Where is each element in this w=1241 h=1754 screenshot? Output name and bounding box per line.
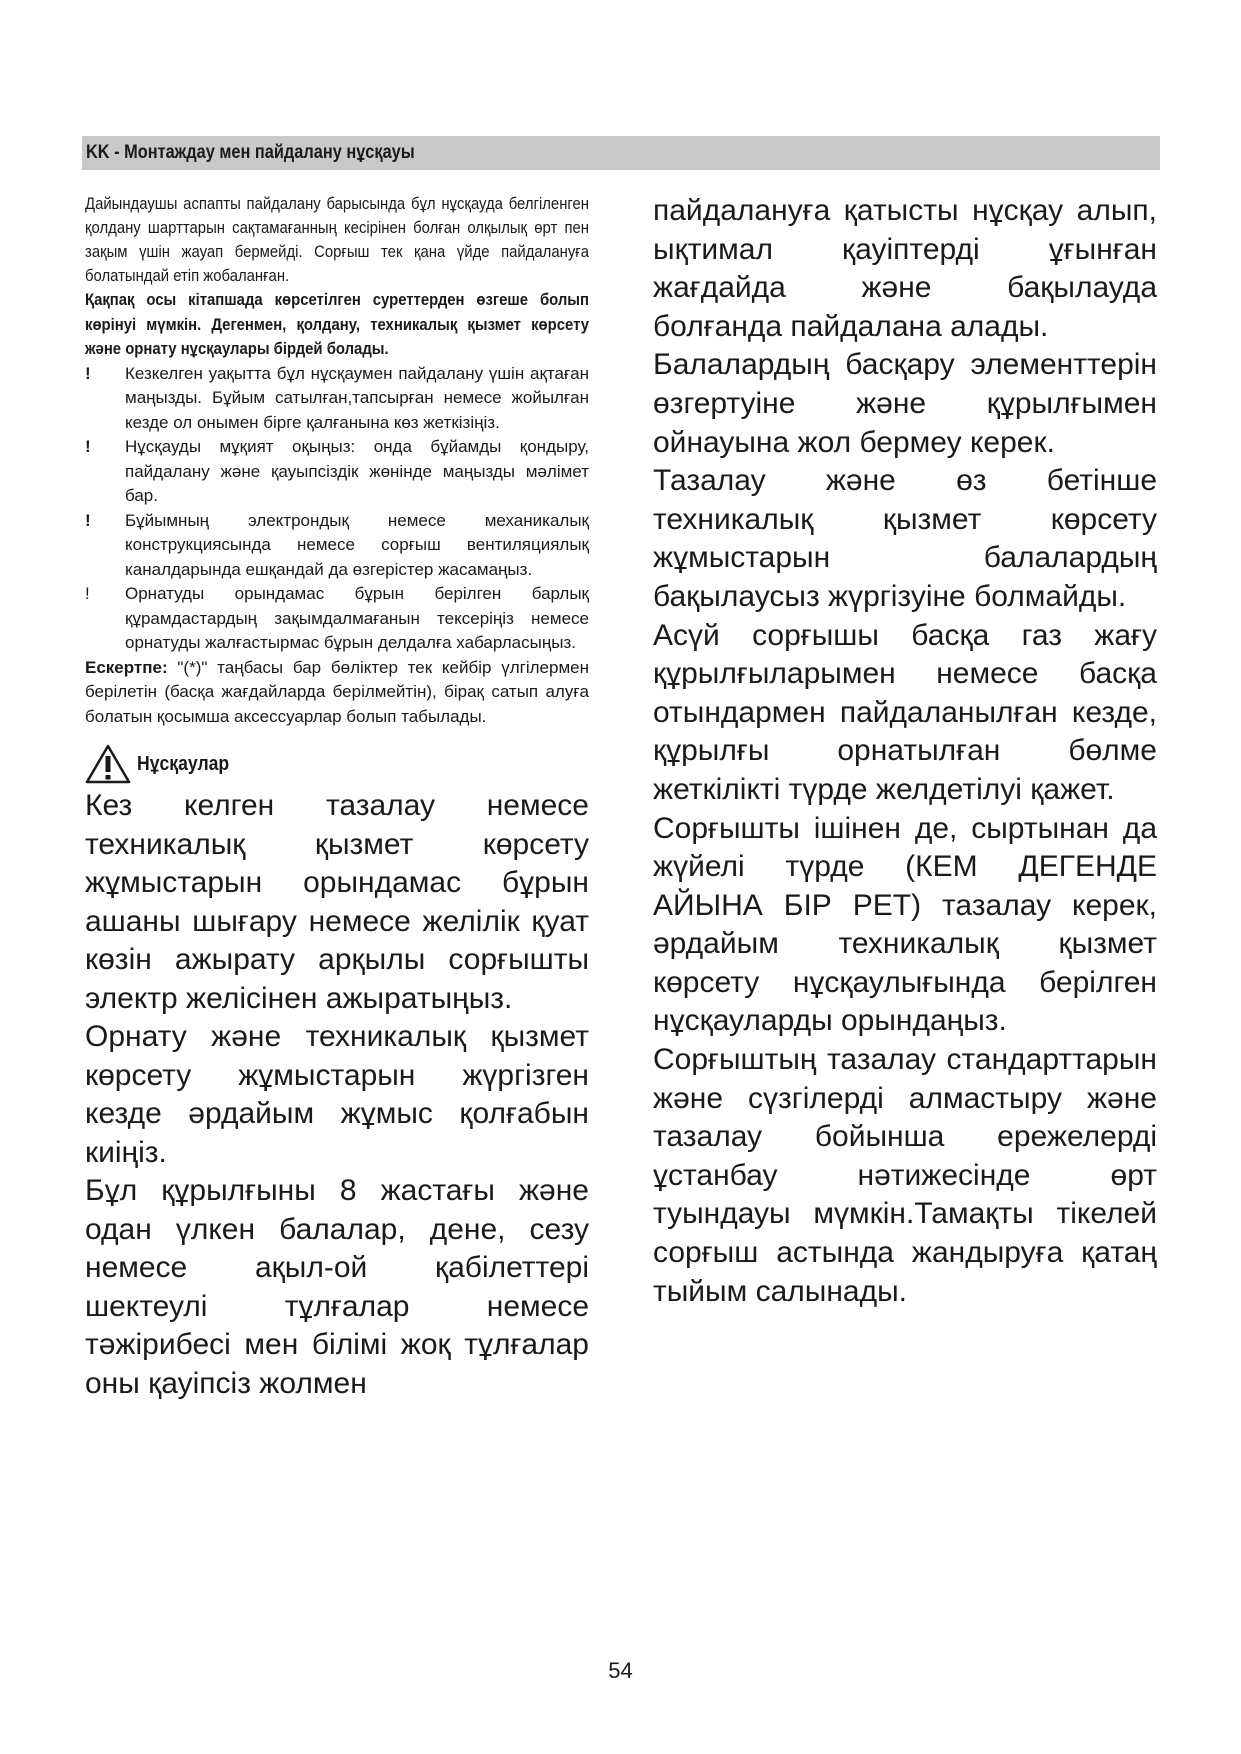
- warning-triangle-icon: [85, 743, 131, 785]
- exclamation-icon: !: [85, 437, 91, 456]
- warning-item: [85, 435, 589, 509]
- exclamation-icon: !: [85, 363, 91, 383]
- accessory-note: [85, 656, 589, 730]
- instruction-paragraph: Асүй сорғышы басқа газ жағу құрылғыларымен немесе басқа отындармен пайдаланылған кезде, құрылғы орнатылған бөлме жеткілікті түрде желдетілуі қажет.: [653, 618, 1157, 806]
- left-column: [85, 192, 589, 1403]
- warnings-list: [85, 362, 589, 656]
- instruction-paragraph: Бұл құрылғыны 8 жастағы және одан үлкен балалар, дене, сезу немесе ақыл-ой қабілеттері шектеулі тұлғалар немесе тәжірибесі мен білімі жоқ тұлғалар оны қауіпсіз жолмен: [85, 1174, 589, 1400]
- warning-text: Орнатуды орындамас бұрын берілген барлық құрамдастардың зақымдалмағанын тексеріңіз немесе орнатуды жалғастырмас бұрын делдалға хабарласыңыз.: [125, 584, 589, 652]
- instruction-paragraph: Кез келген тазалау немесе техникалық қызмет көрсету жұмыстарын орындамас бұрын ашаны шығару немесе желілік қуат көзін ажырату арқылы сорғышты электр желісінен ажыратыңыз.: [85, 789, 589, 1015]
- warning-item: [85, 362, 589, 436]
- instruction-paragraph: Сорғышты ішінен де, сыртынан да жүйелі түрде (КЕМ ДЕГЕНДЕ АЙЫНА БІР РЕТ) тазалау керек, әрдайым техникалық қызмет көрсету нұсқаулығында берілген нұсқауларды орындаңыз.: [653, 811, 1157, 1038]
- header-title: KK - Монтаждау мен пайдалану нұсқауы: [86, 142, 415, 163]
- exclamation-icon: !: [85, 510, 91, 530]
- instructions-title: Нұсқаулар: [137, 752, 230, 775]
- warning-item: [85, 582, 589, 656]
- exclamation-icon: !: [85, 584, 90, 603]
- intro-paragraph: Дайындаушы аспапты пайдалану барысында бұл нұсқауда белгіленген қолдану шарттарын сақтамағанның кесірінен болған олқылық өрт пен зақым үшін жауап бермейді. Сорғыш тек қана үйде пайдалануға болатындай етіп жобаланған.: [85, 194, 589, 285]
- note-text: "(*)" таңбасы бар бөліктер тек кейбір үлгілермен берілетін (басқа жағдайларда берілмейтін), бірақ сатып алуға болатын қосымша аксессуарлар болып табылады.: [85, 657, 589, 726]
- page-number: 54: [608, 1658, 633, 1683]
- warning-text: Кезкелген уақытта бұл нұсқаумен пайдалану үшін ақтаған маңызды. Бұйым сатылған,тапсырған немесе жойылған кезде ол онымен бірге қалғанына көз жеткізіңіз.: [125, 363, 589, 432]
- instruction-paragraph: Сорғыштың тазалау стандарттарын және сүзгілерді алмастыру және тазалау бойынша ережелерді ұстанбау нәтижесінде өрт туындауы мүмкін.Тамақты тікелей сорғыш астында жандыруға қатаң тыйым салынады.: [653, 1043, 1157, 1308]
- warning-item: [85, 509, 589, 583]
- instruction-paragraph: Орнату және техникалық қызмет көрсету жұмыстарын жүргізген кезде әрдайым жұмыс қолғабын киіңіз.: [85, 1020, 589, 1169]
- instruction-paragraph: Тазалау және өз бетінше техникалық қызмет көрсету жұмыстарын балалардың бақылаусыз жүргізуіне болмайды.: [653, 464, 1157, 613]
- warning-text: Нұсқауды мұқият оқыңыз: онда бұйамды қондыру, пайдалану және қауыпсіздік жөнінде маңызды мәлімет бар.: [125, 437, 589, 505]
- instruction-paragraph: Балалардың басқару элементтерін өзгертуіне және құрылғымен ойнауына жол бермеу керек.: [653, 348, 1157, 459]
- warning-text: Бұйымның электрондық немесе механикалық конструкциясында немесе сорғыш вентиляциялық каналдарында ешқандай да өзгерістер жасамаңыз.: [125, 510, 589, 579]
- instructions-heading: [85, 741, 589, 787]
- intro-block: [85, 192, 589, 288]
- cover-note: Қақпақ осы кітапшада көрсетілген суреттерден өзгеше болып көрінуі мүмкін. Дегенмен, қолдану, техникалық қызмет көрсету және орнату нұсқаулары бірдей болады.: [85, 290, 589, 358]
- instruction-paragraph: пайдалануға қатысты нұсқау алып, ықтимал қауіптерді ұғынған жағдайда және бақылауда болғанда пайдалана алады.: [653, 194, 1157, 343]
- note-label: Ескертпе:: [85, 657, 168, 677]
- right-column: [653, 192, 1157, 1311]
